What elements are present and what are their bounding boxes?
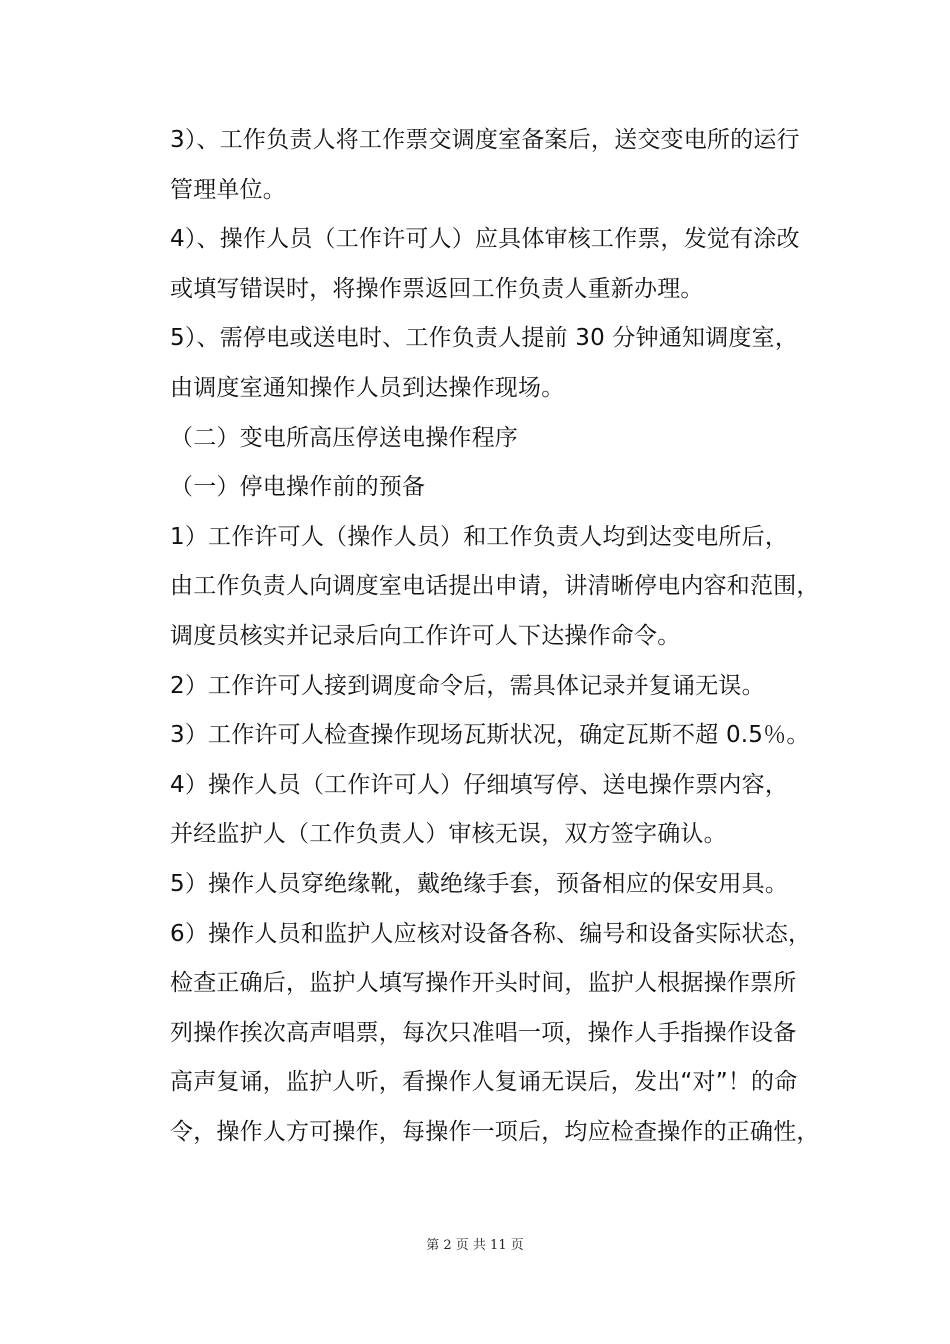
text-line: 4）操作人员（工作许可人）仔细填写停、送电操作票内容， xyxy=(170,771,789,798)
text-line: 检查正确后，监护人填写操作开头时间，监护人根据操作票所 xyxy=(170,970,797,997)
text-line: 并经监护人（工作负责人）审核无误，双方签字确认。 xyxy=(170,821,727,848)
text-line: 5）、需停电或送电时、工作负责人提前 30 分钟通知调度室， xyxy=(170,325,799,352)
text-line: 管理单位。 xyxy=(170,176,286,203)
text-line: 5）操作人员穿绝缘靴，戴绝缘手套，预备相应的保安用具。 xyxy=(170,870,789,897)
text-line: 高声复诵，监护人听，看操作人复诵无误后，发出“对”！的命 xyxy=(170,1069,798,1096)
page-number-footer: 第 2 页 共 11 页 xyxy=(426,1238,524,1253)
text-line: 列操作挨次高声唱票，每次只准唱一项，操作人手指操作设备 xyxy=(170,1019,797,1046)
text-line: 或填写错误时，将操作票返回工作负责人重新办理。 xyxy=(170,275,704,302)
text-line: 由工作负责人向调度室电话提出申请，讲清晰停电内容和范围， xyxy=(170,573,820,600)
text-line: 由调度室通知操作人员到达操作现场。 xyxy=(170,374,565,401)
text-line: 4）、操作人员（工作许可人）应具体审核工作票，发觉有涂改 xyxy=(170,226,800,253)
subsection-heading: （一）停电操作前的预备 xyxy=(170,474,426,501)
text-line: 令，操作人方可操作，每操作一项后，均应检查操作的正确性， xyxy=(170,1118,820,1145)
text-line: 3）工作许可人检查操作现场瓦斯状况，确定瓦斯不超 0.5％。 xyxy=(170,722,810,749)
text-line: 3）、工作负责人将工作票交调度室备案后，送交变电所的运行 xyxy=(170,127,800,153)
text-line: 6）操作人员和监护人应核对设备各称、编号和设备实际状态， xyxy=(170,920,812,947)
section-heading: （二）变电所高压停送电操作程序 xyxy=(170,424,518,451)
document-body xyxy=(170,116,840,1157)
text-line: 1）工作许可人（操作人员）和工作负责人均到达变电所后， xyxy=(170,523,789,550)
text-line: 调度员核实并记录后向工作许可人下达操作命令。 xyxy=(170,622,681,649)
text-line: 2）工作许可人接到调度命令后，需具体记录并复诵无误。 xyxy=(170,672,765,699)
